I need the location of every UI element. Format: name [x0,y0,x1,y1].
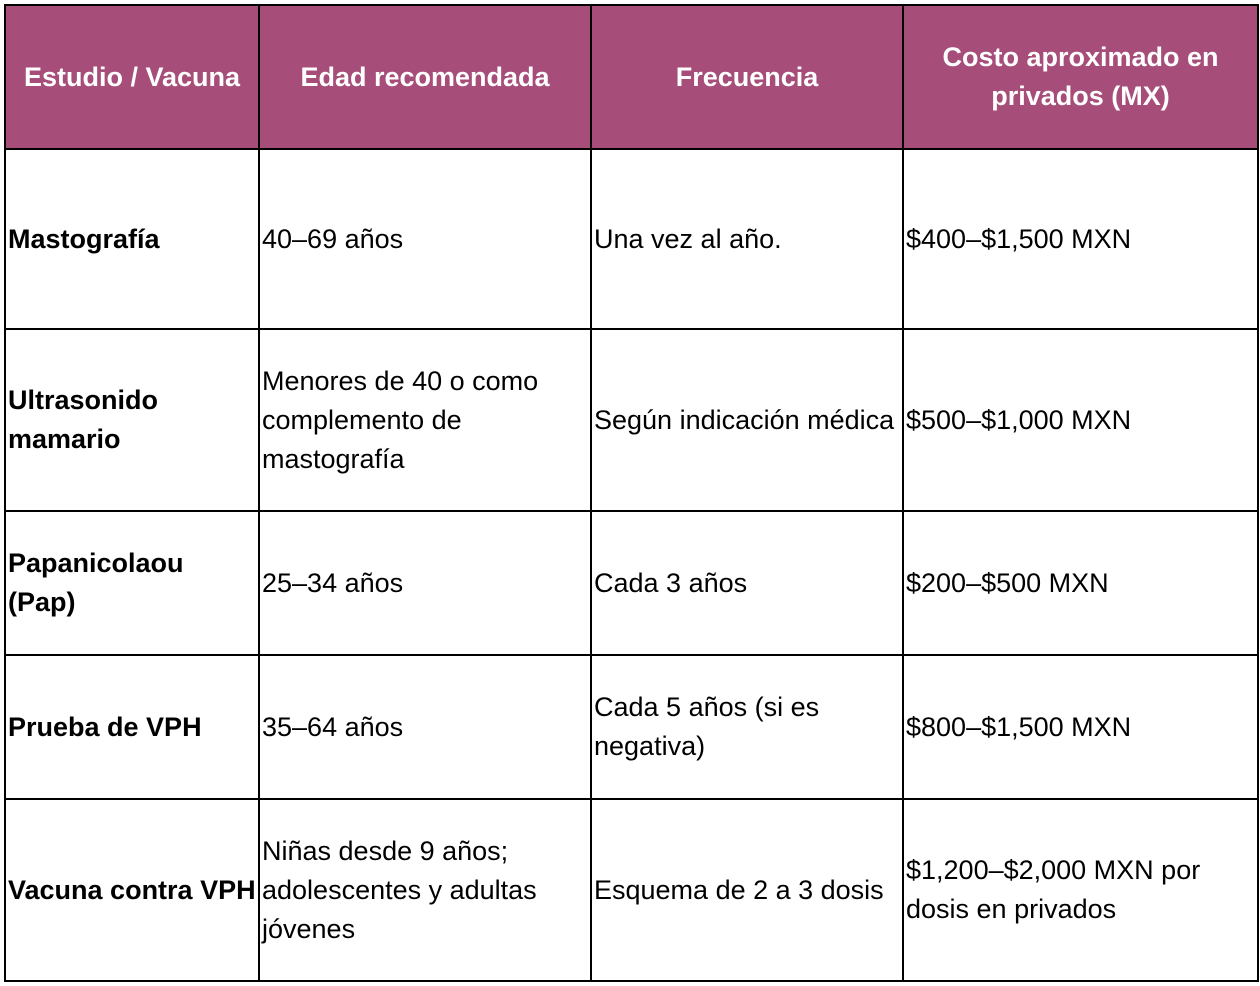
cell-frequency: Cada 5 años (si es negativa) [591,655,903,799]
cell-study: Ultrasonido mamario [5,329,259,511]
cell-study: Vacuna contra VPH [5,799,259,981]
cell-cost: $1,200–$2,000 MXN por dosis en privados [903,799,1258,981]
table-header-row [5,5,1258,149]
cell-cost: $200–$500 MXN [903,511,1258,655]
table-row [5,329,1258,511]
cell-frequency: Esquema de 2 a 3 dosis [591,799,903,981]
cell-frequency: Cada 3 años [591,511,903,655]
cell-age: Menores de 40 o como complemento de mastografía [259,329,591,511]
header-age: Edad recomendada [259,5,591,149]
table-row [5,655,1258,799]
screening-table [4,4,1259,982]
cell-study: Mastografía [5,149,259,329]
cell-age: 35–64 años [259,655,591,799]
table-row [5,511,1258,655]
cell-age: Niñas desde 9 años; adolescentes y adultas jóvenes [259,799,591,981]
cell-cost: $500–$1,000 MXN [903,329,1258,511]
table-row [5,149,1258,329]
cell-cost: $800–$1,500 MXN [903,655,1258,799]
cell-frequency: Según indicación médica [591,329,903,511]
cell-age: 25–34 años [259,511,591,655]
cell-study: Papanicolaou (Pap) [5,511,259,655]
cell-cost: $400–$1,500 MXN [903,149,1258,329]
header-study: Estudio / Vacuna [5,5,259,149]
table-row [5,799,1258,981]
cell-frequency: Una vez al año. [591,149,903,329]
header-frequency: Frecuencia [591,5,903,149]
cell-age: 40–69 años [259,149,591,329]
cell-study: Prueba de VPH [5,655,259,799]
header-cost: Costo aproximado en privados (MX) [903,5,1258,149]
